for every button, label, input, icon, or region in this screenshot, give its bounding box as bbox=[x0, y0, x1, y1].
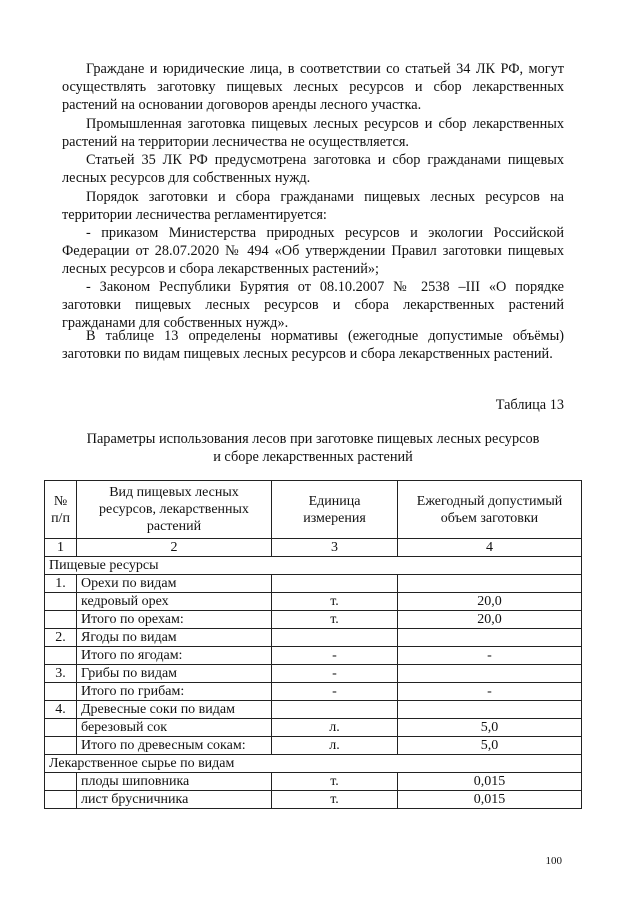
cell-name: Орехи по видам bbox=[77, 575, 272, 593]
cell-name: Итого по грибам: bbox=[77, 683, 272, 701]
cell-name: Итого по ягодам: bbox=[77, 647, 272, 665]
cell-unit: т. bbox=[272, 611, 398, 629]
cell-name: березовый сок bbox=[77, 719, 272, 737]
cell-name: плоды шиповника bbox=[77, 773, 272, 791]
paragraph-2: Промышленная заготовка пищевых лесных ресурсов и сбор лекарственных растений на территории лесничества не осуществляется. bbox=[62, 116, 564, 151]
col-number: 2 bbox=[77, 539, 272, 557]
cell-unit bbox=[272, 701, 398, 719]
section-row bbox=[45, 557, 582, 575]
cell-volume bbox=[398, 701, 582, 719]
cell-volume bbox=[398, 575, 582, 593]
cell-volume: 20,0 bbox=[398, 611, 582, 629]
table-row bbox=[45, 719, 582, 737]
cell-name: Грибы по видам bbox=[77, 665, 272, 683]
cell-unit: т. bbox=[272, 773, 398, 791]
cell-volume bbox=[398, 665, 582, 683]
paragraph-4: Порядок заготовки и сбора гражданами пищевых лесных ресурсов на территории лесничества регламентируется: bbox=[62, 189, 564, 224]
cell-volume bbox=[398, 629, 582, 647]
table-row bbox=[45, 737, 582, 755]
cell-num: 2. bbox=[45, 629, 77, 647]
resources-table bbox=[44, 480, 582, 809]
cell-name: Ягоды по видам bbox=[77, 629, 272, 647]
table-row bbox=[45, 683, 582, 701]
cell-num: 1. bbox=[45, 575, 77, 593]
table-row bbox=[45, 575, 582, 593]
cell-num bbox=[45, 683, 77, 701]
col-number: 1 bbox=[45, 539, 77, 557]
table-row bbox=[45, 611, 582, 629]
cell-num: 4. bbox=[45, 701, 77, 719]
cell-volume: 20,0 bbox=[398, 593, 582, 611]
cell-volume: 0,015 bbox=[398, 773, 582, 791]
table-header-row bbox=[45, 481, 582, 539]
header-type: Вид пищевых лесных ресурсов, лекарственных растений bbox=[77, 481, 272, 539]
table-row bbox=[45, 701, 582, 719]
table-row bbox=[45, 593, 582, 611]
cell-name: кедровый орех bbox=[77, 593, 272, 611]
cell-name: лист брусничника bbox=[77, 791, 272, 809]
cell-unit: т. bbox=[272, 593, 398, 611]
cell-volume: - bbox=[398, 647, 582, 665]
paragraph-6: - Законом Республики Бурятия от 08.10.2007 № 2538 –III «О порядке заготовки пищевых лесных ресурсов и сбора лекарственных растений гражданами для собственных нужд». bbox=[62, 279, 564, 332]
table-title bbox=[62, 430, 564, 466]
col-number: 4 bbox=[398, 539, 582, 557]
paragraph-7: В таблице 13 определены нормативы (ежегодные допустимые объёмы) заготовки по видам пищевых лесных ресурсов и сбора лекарственных растений. bbox=[62, 328, 564, 363]
cell-num bbox=[45, 773, 77, 791]
cell-name: Древесные соки по видам bbox=[77, 701, 272, 719]
cell-name: Итого по древесным сокам: bbox=[77, 737, 272, 755]
column-number-row bbox=[45, 539, 582, 557]
cell-volume: 5,0 bbox=[398, 719, 582, 737]
cell-name: Итого по орехам: bbox=[77, 611, 272, 629]
paragraph-3: Статьей 35 ЛК РФ предусмотрена заготовка и сбор гражданами пищевых лесных ресурсов для собственных нужд. bbox=[62, 152, 564, 187]
col-number: 3 bbox=[272, 539, 398, 557]
cell-unit: - bbox=[272, 683, 398, 701]
paragraph-1: Граждане и юридические лица, в соответствии со статьей 34 ЛК РФ, могут осуществлять заготовку пищевых лесных ресурсов и сбор лекарственных растений на основании договоров аренды лесного участка. bbox=[62, 61, 564, 114]
cell-num bbox=[45, 791, 77, 809]
section-medicinal: Лекарственное сырье по видам bbox=[45, 755, 582, 773]
cell-volume: - bbox=[398, 683, 582, 701]
header-num: № п/п bbox=[45, 481, 77, 539]
paragraph-5: - приказом Министерства природных ресурсов и экологии Российской Федерации от 28.07.2020 № 494 «Об утверждении Правил заготовки пищевых лесных ресурсов и сбора лекарственных растений»; bbox=[62, 225, 564, 278]
cell-num bbox=[45, 737, 77, 755]
cell-unit: т. bbox=[272, 791, 398, 809]
cell-num bbox=[45, 611, 77, 629]
header-volume: Ежегодный допустимый объем заготовки bbox=[398, 481, 582, 539]
cell-num: 3. bbox=[45, 665, 77, 683]
section-food: Пищевые ресурсы bbox=[45, 557, 582, 575]
table-label: Таблица 13 bbox=[495, 397, 564, 413]
section-row bbox=[45, 755, 582, 773]
cell-unit bbox=[272, 575, 398, 593]
table-title-line-2: и сборе лекарственных растений bbox=[213, 449, 413, 465]
cell-unit: - bbox=[272, 665, 398, 683]
cell-unit: л. bbox=[272, 719, 398, 737]
table-row bbox=[45, 629, 582, 647]
page-number: 100 bbox=[545, 855, 562, 867]
table-title-line-1: Параметры использования лесов при заготовке пищевых лесных ресурсов bbox=[86, 431, 540, 447]
cell-volume: 0,015 bbox=[398, 791, 582, 809]
header-unit: Единица измерения bbox=[272, 481, 398, 539]
cell-unit: - bbox=[272, 647, 398, 665]
table-row bbox=[45, 647, 582, 665]
cell-num bbox=[45, 647, 77, 665]
table-row bbox=[45, 665, 582, 683]
cell-unit bbox=[272, 629, 398, 647]
cell-volume: 5,0 bbox=[398, 737, 582, 755]
cell-unit: л. bbox=[272, 737, 398, 755]
table-row bbox=[45, 773, 582, 791]
table-row bbox=[45, 791, 582, 809]
cell-num bbox=[45, 593, 77, 611]
cell-num bbox=[45, 719, 77, 737]
